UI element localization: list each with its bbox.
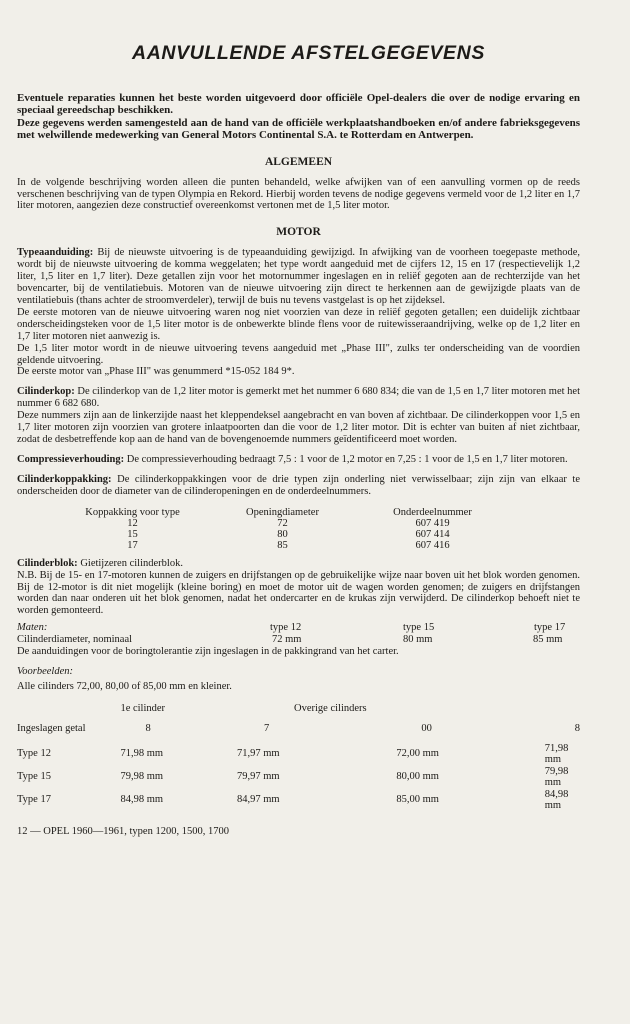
cilinderblok-text: Gietijzeren cilinderblok. (77, 557, 183, 569)
table-cell: 607 416 (415, 540, 450, 552)
table-cell: 72 (277, 517, 288, 529)
table-row (70, 518, 495, 529)
table-row (17, 715, 580, 743)
table-cell: 80 (277, 529, 288, 541)
koppakking-text: De cilinderkoppakkingen voor de drie typen zijn onderling niet verwisselbaar; zijn zijn van elkaar te onderscheiden door de diameter van de cilinderopeningen en de onderdeelnummers. (17, 473, 580, 497)
table-cell: 607 419 (415, 517, 450, 529)
table-cell: 71,98 mm (544, 742, 569, 765)
page-footer: 12 — OPEL 1960—1961, typen 1200, 1500, 1700 (17, 825, 229, 837)
maten-row-label: Cilinderdiameter, nominaal (17, 634, 133, 646)
page-title: AANVULLENDE AFSTELGEGEVENS (132, 42, 485, 64)
cilinderkop-paragraph (17, 386, 580, 410)
compressie-paragraph (17, 454, 580, 466)
table-cell: 17 (127, 540, 138, 552)
maten-value: 85 mm (533, 634, 563, 646)
table-cell: 79,97 mm (237, 771, 280, 783)
table-header: Overige cilinders (294, 703, 367, 714)
typeaanduiding-p2: De eerste motoren van de nieuwe uitvoering waren nog niet voorzien van deze in reliëf gegoten getallen; een duidelijk zichtbaar onderscheidingsteken voor de 1,5 liter motor is de onbewerkte blinde flens voor de ruitewisseraandrijving, welke op de 1,2 liter en 1,7 liter motoren niet aanwezig is. (17, 306, 580, 342)
cilinderblok-nb: N.B. Bij de 15- en 17-motoren kunnen de zuigers en drijfstangen op de gebruikelijke wijze naar boven uit het blok worden genomen. Bij de 12-motor is dit niet mogelijk (kleine boring) en moet de motor uit de wagen worden genomen; de zuigers en drijfstangen worden dan naar onderen uit het blok genomen, nadat het ondercarter en de krukas zijn verwijderd. De cilinderkop behoeft niet te worden gemonteerd. (17, 569, 580, 617)
intro-paragraph-1: Eventuele reparaties kunnen het beste worden uitgevoerd door officiële Opel-dealers die over de nodige ervaring en speciaal gereedschap beschikken. (17, 92, 580, 117)
voorbeelden-table (17, 703, 580, 812)
table-header-row (70, 507, 495, 518)
table-cell: 8 (145, 722, 151, 734)
typeaanduiding-lead: Typeaanduiding: (17, 247, 94, 259)
table-header: Openingdiameter (246, 506, 319, 518)
table-cell: 84,98 mm (120, 794, 164, 806)
typeaanduiding-paragraph (17, 247, 580, 307)
maten-type: type 12 (270, 622, 302, 634)
voorbeelden-text: Alle cilinders 72,00, 80,00 of 85,00 mm en kleiner. (17, 681, 232, 693)
maten-note: De aanduidingen voor de boringtolerantie zijn ingeslagen in de pakkingrand van het carter. (17, 646, 399, 658)
table-cell: 79,98 mm (120, 771, 164, 783)
table-cell: Type 15 (17, 771, 51, 783)
heading-motor: MOTOR (276, 226, 321, 239)
maten-header-row (17, 622, 580, 634)
table-row (17, 743, 580, 766)
table-header-row (17, 703, 580, 715)
table-cell: Type 12 (17, 748, 51, 760)
algemeen-text: In de volgende beschrijving worden alleen die punten behandeld, welke afwijken van of een aanvulling vormen op de reeds verschenen beschrijving van de typen Olympia en Rekord. Hierbij worden tevens de nodige gegevens vermeld voor de 1,2 liter en 1,7 liter motoren, aangezien deze constructief overeenkomst vertonen met de 1,5 liter motor. (17, 176, 580, 212)
cilinderkop-lead: Cilinderkop: (17, 386, 75, 398)
table-cell: 7 (264, 722, 270, 734)
maten-value: 72 mm (272, 634, 302, 646)
maten-value-row (17, 634, 580, 646)
intro-paragraph-2: Deze gegevens werden samengesteld aan de hand van de officiële werkplaatshandboeken en/of andere fabrieksgegevens met welwillende medewerking van General Motors Continental S.A. te Rotterdam en Antwerpen. (17, 116, 580, 142)
table-row-header: Ingeslagen getal (17, 722, 86, 734)
table-row (70, 529, 495, 540)
table-cell: 84,97 mm (237, 794, 280, 806)
table-cell: 71,97 mm (237, 748, 280, 760)
cilinderkop-text: De cilinderkop van de 1,2 liter motor is gemerkt met het nummer 6 680 834; die van de 1,5 en 1,7 liter motoren met het nummer 6 682 680. (17, 386, 580, 410)
table-cell: Type 17 (17, 794, 51, 806)
koppakking-table (70, 507, 495, 552)
compressie-text: De compressieverhouding bedraagt 7,5 : 1 voor de 1,2 motor en 7,25 : 1 voor de 1,5 en 1,7 liter motoren. (124, 453, 568, 465)
maten-value: 80 mm (403, 634, 433, 646)
cilinderblok-paragraph (17, 558, 580, 570)
table-cell: 12 (127, 517, 138, 529)
table-row (17, 766, 580, 789)
table-row (70, 540, 495, 551)
koppakking-lead: Cilinderkoppakking: (17, 473, 112, 485)
document-page (17, 42, 580, 837)
table-header: 1e cilinder (120, 703, 166, 714)
table-header: Koppakking voor type (85, 506, 180, 518)
maten-type: type 15 (403, 622, 435, 634)
voorbeelden-label: Voorbeelden: (17, 666, 73, 678)
cilinderblok-lead: Cilinderblok: (17, 557, 78, 569)
table-cell: 72,00 mm (396, 748, 439, 760)
table-cell: 607 414 (415, 529, 450, 541)
compressie-lead: Compressieverhouding: (17, 453, 125, 465)
typeaanduiding-p4: De eerste motor van „Phase III" was genummerd *15-052 184 9*. (17, 366, 295, 378)
typeaanduiding-p3: De 1,5 liter motor wordt in de nieuwe uitvoering tevens aangeduid met „Phase III", zulks ter onderscheiding van de voordien geldende uitvoering. (17, 342, 580, 366)
table-cell: 84,98 mm (544, 788, 569, 811)
koppakking-paragraph (17, 474, 580, 498)
heading-algemeen: ALGEMEEN (264, 155, 333, 168)
table-cell: 80,00 mm (396, 771, 439, 783)
table-cell: 00 (421, 722, 432, 734)
table-row (17, 789, 580, 812)
table-cell: 71,98 mm (120, 748, 164, 760)
maten-label: Maten: (17, 622, 48, 634)
table-cell: 85,00 mm (396, 794, 439, 806)
typeaanduiding-text: Bij de nieuwste uitvoering is de typeaanduiding gewijzigd. In afwijking van de voorheen toegepaste methode, wordt bij de nieuwste uitvoering de komma weggelaten; het type wordt aangeduid met de cijfers 12, 15 en 17 (respectievelijk 1,2 liter, 1,5 liter en 1,7 liter). Deze getallen zijn voor het motornummer ingeslagen en in reliëf gegoten aan de rechterzijde van het bovencarter, bij de ventilatiebuis. Motoren van de nieuwe uitvoering zijn direct te herkennen aan de gewijzigde plaats van de ventilatiebuis (thans achter de stroomverdeler), terwijl de buis nu tevens vastgelast is op het zijdeksel. (17, 247, 580, 306)
cilinderkop-p2: Deze nummers zijn aan de linkerzijde naast het kleppendeksel aangebracht en van boven af zichtbaar. De cilinderkoppen voor 1,5 en 1,7 liter motoren zijn voorzien van grotere inlaatpoorten dan die voor de 1,2 liter motor. Dit is echter van buiten af niet zichtbaar, zodat de desbetreffende kop aan de hand van de bovengenoemde nummers geïdentificeerd moet worden. (17, 410, 580, 445)
table-cell: 8 (574, 722, 580, 734)
table-cell: 79,98 mm (544, 765, 569, 788)
table-cell: 15 (127, 529, 138, 541)
maten-type: type 17 (534, 622, 566, 634)
table-header: Onderdeelnummer (393, 506, 472, 518)
table-cell: 85 (277, 540, 288, 552)
